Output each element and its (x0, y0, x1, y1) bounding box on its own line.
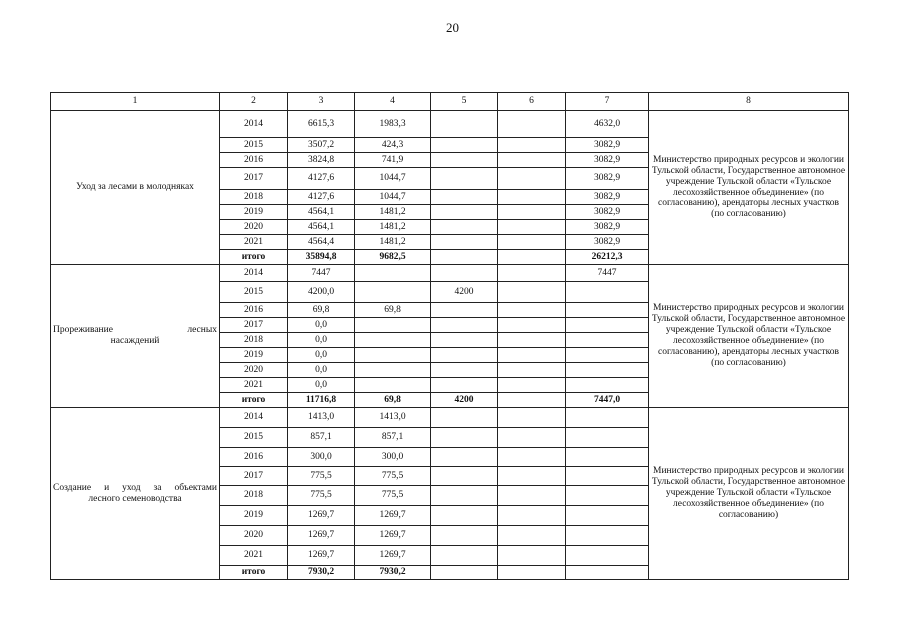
local-budget-cell (498, 333, 566, 348)
local-budget-cell (498, 526, 566, 546)
total-funding-cell: 4200,0 (288, 282, 355, 303)
year-cell: 2021 (220, 378, 288, 393)
year-cell: 2020 (220, 526, 288, 546)
extra-budget-cell (566, 318, 649, 333)
total-funding-cell: 4564,1 (288, 205, 355, 220)
total-funding-cell: 69,8 (288, 303, 355, 318)
local-budget-cell (498, 348, 566, 363)
year-cell: 2016 (220, 303, 288, 318)
extra-budget-cell (566, 408, 649, 428)
regional-budget-cell: 69,8 (355, 303, 431, 318)
extra-budget-cell: 3082,9 (566, 235, 649, 250)
extra-budget-cell (566, 363, 649, 378)
total-funding-cell: 1269,7 (288, 546, 355, 566)
year-cell: 2018 (220, 190, 288, 205)
year-cell: 2014 (220, 408, 288, 428)
year-cell: 2014 (220, 265, 288, 282)
federal-budget-cell (431, 566, 498, 580)
regional-budget-cell (355, 348, 431, 363)
federal-budget-cell (431, 546, 498, 566)
local-budget-cell (498, 303, 566, 318)
regional-budget-cell: 1481,2 (355, 235, 431, 250)
federal-budget-cell (431, 467, 498, 486)
header-row (51, 93, 849, 111)
regional-budget-cell: 1044,7 (355, 190, 431, 205)
total-funding-cell: 35894,8 (288, 250, 355, 265)
local-budget-cell (498, 111, 566, 138)
local-budget-cell (498, 153, 566, 168)
local-budget-cell (498, 506, 566, 526)
local-budget-cell (498, 408, 566, 428)
page-number: 20 (446, 20, 459, 35)
federal-budget-cell (431, 486, 498, 506)
regional-budget-cell: 775,5 (355, 486, 431, 506)
regional-budget-cell: 1413,0 (355, 408, 431, 428)
federal-budget-cell (431, 111, 498, 138)
regional-budget-cell (355, 318, 431, 333)
executor-cell: Министерство природных ресурсов и экологии Тульской области, Государственное автономное учреждение Тульской области «Тульское лесохозяйственное объединение» (по согласованию), арендаторы лесных участков (по согласованию) (649, 265, 849, 408)
federal-budget-cell (431, 363, 498, 378)
table-body (51, 111, 849, 580)
total-funding-cell: 0,0 (288, 333, 355, 348)
federal-budget-cell (431, 138, 498, 153)
federal-budget-cell (431, 190, 498, 205)
regional-budget-cell: 1983,3 (355, 111, 431, 138)
measure-name-line1: Создание и уход за объектами (53, 482, 217, 493)
extra-budget-cell: 7447 (566, 265, 649, 282)
local-budget-cell (498, 318, 566, 333)
extra-budget-cell: 7447,0 (566, 393, 649, 408)
extra-budget-cell (566, 467, 649, 486)
extra-budget-cell: 3082,9 (566, 220, 649, 235)
regional-budget-cell (355, 363, 431, 378)
year-cell: 2021 (220, 235, 288, 250)
year-cell: 2016 (220, 448, 288, 467)
regional-budget-cell: 9682,5 (355, 250, 431, 265)
regional-budget-cell: 69,8 (355, 393, 431, 408)
regional-budget-cell: 1481,2 (355, 220, 431, 235)
year-cell: 2015 (220, 282, 288, 303)
total-funding-cell: 11716,8 (288, 393, 355, 408)
measure-name-line1: Прореживание лесных (53, 325, 217, 336)
federal-budget-cell (431, 205, 498, 220)
year-cell: 2019 (220, 348, 288, 363)
extra-budget-cell: 4632,0 (566, 111, 649, 138)
year-cell: 2019 (220, 506, 288, 526)
regional-budget-cell: 857,1 (355, 428, 431, 448)
measure-name (51, 408, 220, 580)
total-funding-cell: 0,0 (288, 348, 355, 363)
year-cell: 2020 (220, 363, 288, 378)
column-header: 7 (566, 93, 649, 111)
total-funding-cell: 300,0 (288, 448, 355, 467)
total-funding-cell: 0,0 (288, 363, 355, 378)
local-budget-cell (498, 448, 566, 467)
column-header: 3 (288, 93, 355, 111)
federal-budget-cell: 4200 (431, 393, 498, 408)
extra-budget-cell (566, 378, 649, 393)
federal-budget-cell (431, 153, 498, 168)
regional-budget-cell: 300,0 (355, 448, 431, 467)
total-funding-cell: 0,0 (288, 378, 355, 393)
local-budget-cell (498, 138, 566, 153)
measure-name-line2: насаждений (110, 336, 160, 346)
federal-budget-cell: 4200 (431, 282, 498, 303)
total-funding-cell: 0,0 (288, 318, 355, 333)
measure-name (51, 265, 220, 408)
table-row (51, 408, 849, 428)
total-funding-cell: 4127,6 (288, 168, 355, 190)
local-budget-cell (498, 378, 566, 393)
year-cell: 2016 (220, 153, 288, 168)
extra-budget-cell (566, 506, 649, 526)
extra-budget-cell (566, 303, 649, 318)
total-funding-cell: 3824,8 (288, 153, 355, 168)
extra-budget-cell: 3082,9 (566, 205, 649, 220)
table-row (51, 265, 849, 282)
regional-budget-cell (355, 333, 431, 348)
total-funding-cell: 775,5 (288, 467, 355, 486)
total-funding-cell: 4564,1 (288, 220, 355, 235)
extra-budget-cell: 3082,9 (566, 190, 649, 205)
federal-budget-cell (431, 333, 498, 348)
local-budget-cell (498, 428, 566, 448)
local-budget-cell (498, 467, 566, 486)
local-budget-cell (498, 393, 566, 408)
program-table (50, 92, 849, 580)
year-cell: итого (220, 393, 288, 408)
federal-budget-cell (431, 303, 498, 318)
federal-budget-cell (431, 235, 498, 250)
total-funding-cell: 857,1 (288, 428, 355, 448)
total-funding-cell: 1413,0 (288, 408, 355, 428)
year-cell: итого (220, 566, 288, 580)
regional-budget-cell: 424,3 (355, 138, 431, 153)
local-budget-cell (498, 205, 566, 220)
regional-budget-cell (355, 265, 431, 282)
column-header: 5 (431, 93, 498, 111)
federal-budget-cell (431, 168, 498, 190)
measure-name: Уход за лесами в молодняках (51, 111, 220, 265)
executor-cell: Министерство природных ресурсов и экологии Тульской области, Государственное автономное учреждение Тульской области «Тульское лесохозяйственное объединение» (по согласованию), арендаторы лесных участков (по согласованию) (649, 111, 849, 265)
extra-budget-cell: 3082,9 (566, 168, 649, 190)
federal-budget-cell (431, 408, 498, 428)
column-header: 6 (498, 93, 566, 111)
local-budget-cell (498, 220, 566, 235)
federal-budget-cell (431, 220, 498, 235)
regional-budget-cell: 1269,7 (355, 506, 431, 526)
year-cell: 2017 (220, 318, 288, 333)
federal-budget-cell (431, 506, 498, 526)
extra-budget-cell: 26212,3 (566, 250, 649, 265)
year-cell: 2017 (220, 168, 288, 190)
total-funding-cell: 4564,4 (288, 235, 355, 250)
regional-budget-cell: 7930,2 (355, 566, 431, 580)
regional-budget-cell (355, 282, 431, 303)
total-funding-cell: 3507,2 (288, 138, 355, 153)
local-budget-cell (498, 250, 566, 265)
extra-budget-cell (566, 282, 649, 303)
year-cell: 2018 (220, 486, 288, 506)
total-funding-cell: 1269,7 (288, 526, 355, 546)
federal-budget-cell (431, 378, 498, 393)
federal-budget-cell (431, 250, 498, 265)
federal-budget-cell (431, 526, 498, 546)
year-cell: 2017 (220, 467, 288, 486)
local-budget-cell (498, 566, 566, 580)
extra-budget-cell: 3082,9 (566, 153, 649, 168)
regional-budget-cell: 1481,2 (355, 205, 431, 220)
extra-budget-cell (566, 448, 649, 467)
extra-budget-cell (566, 486, 649, 506)
local-budget-cell (498, 486, 566, 506)
column-header: 2 (220, 93, 288, 111)
year-cell: итого (220, 250, 288, 265)
year-cell: 2019 (220, 205, 288, 220)
federal-budget-cell (431, 265, 498, 282)
regional-budget-cell: 1269,7 (355, 546, 431, 566)
year-cell: 2014 (220, 111, 288, 138)
column-header: 4 (355, 93, 431, 111)
column-header: 8 (649, 93, 849, 111)
local-budget-cell (498, 363, 566, 378)
local-budget-cell (498, 235, 566, 250)
local-budget-cell (498, 282, 566, 303)
federal-budget-cell (431, 428, 498, 448)
regional-budget-cell: 1044,7 (355, 168, 431, 190)
table-row (51, 111, 849, 138)
total-funding-cell: 4127,6 (288, 190, 355, 205)
regional-budget-cell (355, 378, 431, 393)
year-cell: 2021 (220, 546, 288, 566)
extra-budget-cell (566, 546, 649, 566)
total-funding-cell: 7447 (288, 265, 355, 282)
year-cell: 2015 (220, 138, 288, 153)
regional-budget-cell: 775,5 (355, 467, 431, 486)
extra-budget-cell (566, 526, 649, 546)
year-cell: 2020 (220, 220, 288, 235)
extra-budget-cell (566, 428, 649, 448)
local-budget-cell (498, 168, 566, 190)
executor-cell: Министерство природных ресурсов и экологии Тульской области, Государственное автономное учреждение Тульской области «Тульское лесохозяйственное объединение» (по согласованию) (649, 408, 849, 580)
year-cell: 2018 (220, 333, 288, 348)
total-funding-cell: 775,5 (288, 486, 355, 506)
regional-budget-cell: 741,9 (355, 153, 431, 168)
total-funding-cell: 1269,7 (288, 506, 355, 526)
extra-budget-cell: 3082,9 (566, 138, 649, 153)
federal-budget-cell (431, 448, 498, 467)
total-funding-cell: 6615,3 (288, 111, 355, 138)
extra-budget-cell (566, 566, 649, 580)
federal-budget-cell (431, 318, 498, 333)
total-funding-cell: 7930,2 (288, 566, 355, 580)
extra-budget-cell (566, 333, 649, 348)
local-budget-cell (498, 190, 566, 205)
measure-name-line2: лесного семеноводства (88, 493, 182, 504)
local-budget-cell (498, 265, 566, 282)
local-budget-cell (498, 546, 566, 566)
column-header: 1 (51, 93, 220, 111)
year-cell: 2015 (220, 428, 288, 448)
extra-budget-cell (566, 348, 649, 363)
federal-budget-cell (431, 348, 498, 363)
regional-budget-cell: 1269,7 (355, 526, 431, 546)
